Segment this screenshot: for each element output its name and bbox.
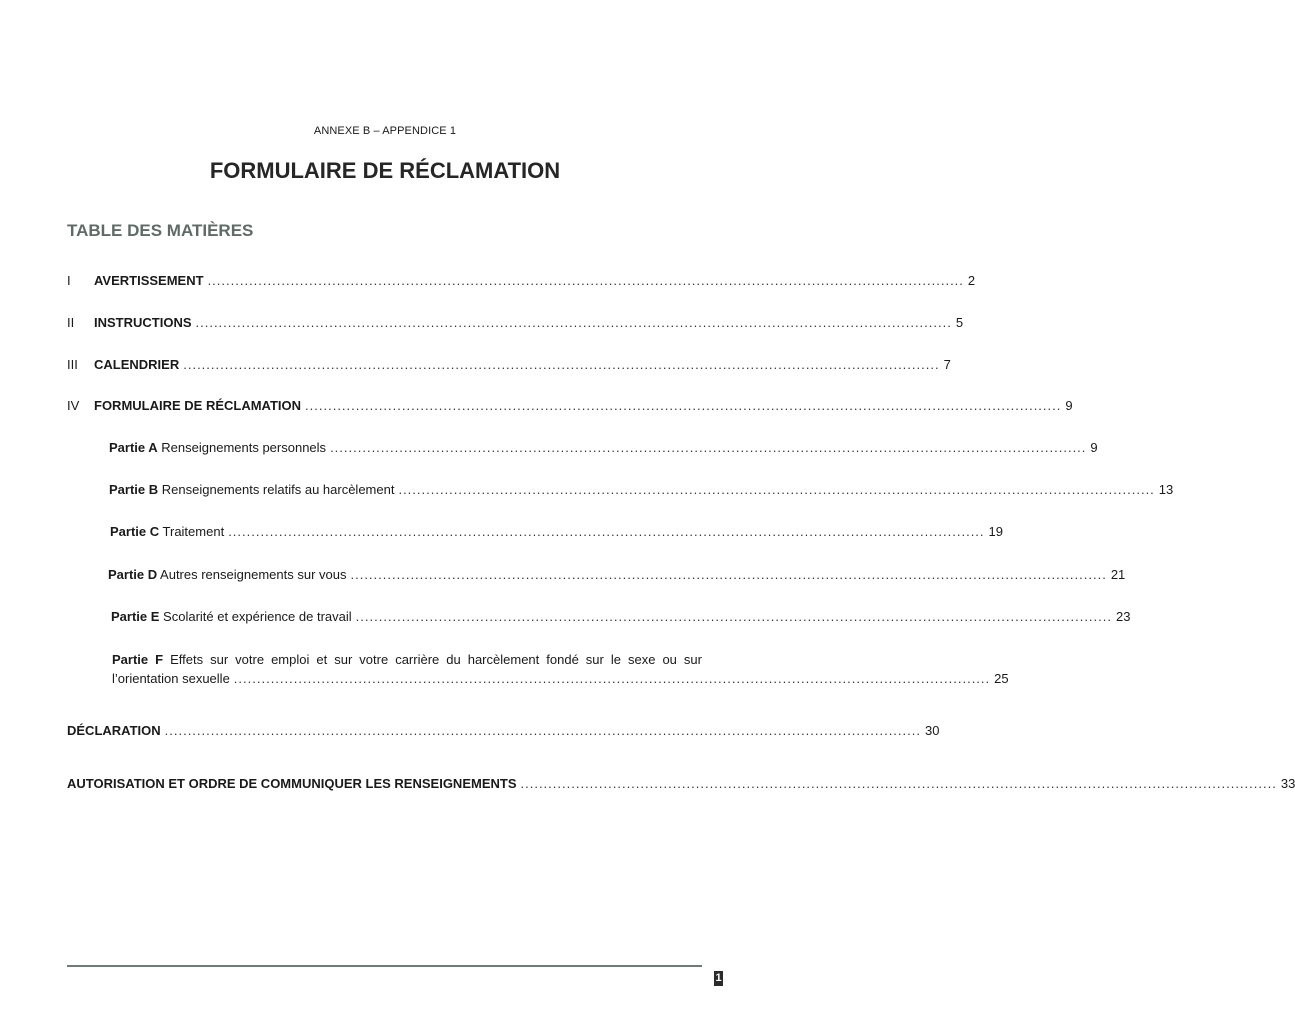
toc-entry-number: II [67, 315, 75, 330]
toc-entry-page: 33 [1280, 776, 1295, 791]
toc-part-a[interactable] [109, 439, 1098, 457]
toc-entry-title: AUTORISATION ET ORDRE DE COMMUNIQUER LES RENSEIGNEMENTS [67, 776, 517, 791]
toc-part-b[interactable] [109, 481, 1174, 499]
toc-entry-authorization[interactable] [67, 775, 1295, 793]
toc-entry-page: 30 [924, 723, 940, 738]
dot-leader: .................................................................................................................................................................... [350, 567, 1107, 582]
toc-entry-title: AVERTISSEMENT [94, 273, 204, 288]
toc-part-d[interactable] [108, 566, 1126, 584]
toc-part-label: Partie E [111, 609, 160, 624]
toc-entry-instructions[interactable] [67, 314, 964, 332]
toc-entry-page: 5 [955, 315, 964, 330]
toc-heading: TABLE DES MATIÈRES [67, 221, 254, 240]
toc-entry-calendrier[interactable] [67, 356, 951, 374]
toc-part-page: 19 [988, 524, 1003, 539]
toc-entry-avertissement[interactable] [67, 272, 976, 290]
toc-entry-formulaire[interactable] [67, 397, 1073, 415]
toc-part-title: Autres renseignements sur vous [160, 567, 347, 582]
toc-part-title: Renseignements relatifs au harcèlement [161, 482, 395, 497]
dot-leader: .................................................................................................................................................................... [195, 315, 952, 330]
page-title: FORMULAIRE DE RÉCLAMATION [209, 158, 561, 183]
toc-part-label: Partie A [109, 440, 158, 455]
dot-leader: .................................................................................................................................................................... [228, 524, 985, 539]
annex-label: ANNEXE B – APPENDICE 1 [313, 125, 457, 137]
toc-entry-declaration[interactable] [67, 722, 940, 740]
toc-part-c[interactable] [110, 523, 1003, 541]
toc-part-e[interactable] [111, 608, 1131, 626]
toc-entry-number: IV [67, 398, 80, 413]
footer-divider [67, 965, 702, 967]
toc-entry-number: III [67, 357, 78, 372]
toc-entry-page: 7 [943, 357, 951, 372]
toc-part-title: Renseignements personnels [161, 440, 327, 455]
toc-part-label: Partie C [110, 524, 160, 539]
dot-leader: .................................................................................................................................................................... [305, 398, 1062, 413]
dot-leader: .................................................................................................................................................................... [233, 671, 991, 686]
dot-leader: .................................................................................................................................................................... [164, 723, 921, 738]
dot-leader: .................................................................................................................................................................... [398, 482, 1155, 497]
toc-entry-number: I [67, 273, 71, 288]
toc-part-title-line2: l’orientation sexuelle [112, 671, 230, 686]
toc-part-title: Traitement [162, 524, 225, 539]
dot-leader: .................................................................................................................................................................... [207, 273, 964, 288]
toc-part-label: Partie D [108, 567, 158, 582]
toc-part-label: Partie F [112, 652, 164, 667]
dot-leader: .................................................................................................................................................................... [355, 609, 1112, 624]
toc-entry-page: 9 [1065, 398, 1073, 413]
toc-part-label: Partie B [109, 482, 159, 497]
toc-part-page: 13 [1158, 482, 1174, 497]
toc-part-page: 9 [1090, 440, 1098, 455]
toc-entry-title: DÉCLARATION [67, 723, 161, 738]
toc-part-page: 23 [1116, 609, 1131, 624]
toc-entry-page: 2 [967, 273, 976, 288]
toc-part-page: 21 [1110, 567, 1126, 582]
toc-entry-title: INSTRUCTIONS [94, 315, 192, 330]
dot-leader: .................................................................................................................................................................... [183, 357, 940, 372]
toc-part-title: Scolarité et expérience de travail [163, 609, 352, 624]
toc-entry-title: CALENDRIER [94, 357, 180, 372]
toc-entry-title: FORMULAIRE DE RÉCLAMATION [94, 398, 302, 413]
page-number-badge: 1 [715, 972, 722, 984]
toc-part-page: 25 [994, 671, 1009, 686]
toc-part-f[interactable] [112, 650, 1009, 688]
dot-leader: .................................................................................................................................................................... [330, 440, 1087, 455]
dot-leader: .................................................................................................................................................................... [520, 776, 1277, 791]
toc-part-title-line1: Effets sur votre emploi et sur votre carrière du harcèlement fondé sur le sexe ou sur [170, 652, 702, 667]
